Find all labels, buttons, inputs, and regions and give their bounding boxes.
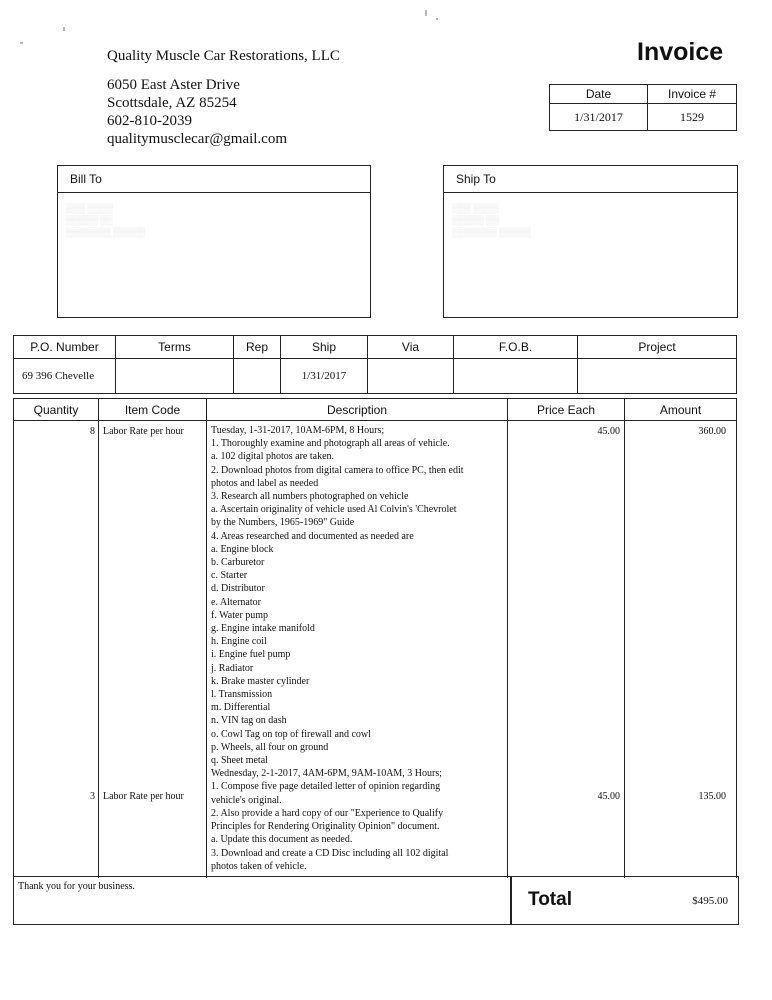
description-line: 2. Also provide a hard copy of our "Experience to Qualify bbox=[211, 807, 444, 819]
amount-header: Amount bbox=[625, 399, 737, 421]
item-price-each: 45.00 bbox=[597, 426, 620, 437]
company-name: Quality Muscle Car Restorations, LLC bbox=[107, 48, 340, 64]
item-quantity: 3 bbox=[90, 791, 95, 802]
rep-value bbox=[234, 359, 281, 394]
project-header: Project bbox=[578, 336, 737, 359]
bill-to-label: Bill To bbox=[58, 166, 370, 193]
description-line: Principles for Rendering Originality Opinion" document. bbox=[211, 821, 440, 833]
redacted-address: ▒▒▒ ▒▒▒▒ ▒▒▒▒▒ ▒▒ ▒▒▒▒▒▒▒ ▒▒▒▒▒ bbox=[66, 203, 145, 237]
description-line: 2. Download photos from digital camera to office PC, then edit bbox=[211, 464, 464, 476]
item-quantity: 8 bbox=[90, 426, 95, 437]
fob-value bbox=[454, 359, 578, 394]
address-city: Scottsdale, AZ 85254 bbox=[107, 95, 237, 111]
scan-speck bbox=[436, 18, 438, 20]
description-line: 3. Download and create a CD Disc including all 102 digital bbox=[211, 847, 449, 859]
po-number-header: P.O. Number bbox=[14, 336, 116, 359]
description-line: a. Ascertain originality of vehicle used Al Colvin's 'Chevrolet bbox=[211, 504, 457, 516]
item-amount: 360.00 bbox=[698, 426, 726, 437]
description-line: e. Alternator bbox=[211, 596, 261, 608]
invoice-date: 1/31/2017 bbox=[550, 104, 648, 131]
description-line: a. Update this document as needed. bbox=[211, 834, 353, 846]
po-number-value: 69 396 Chevelle bbox=[14, 359, 116, 394]
description-line: vehicle's original. bbox=[211, 794, 282, 806]
description-line: Wednesday, 2-1-2017, 4AM-6PM, 9AM-10AM, 3 Hours; bbox=[211, 768, 443, 780]
description-line: j. Radiator bbox=[211, 662, 254, 674]
total-label: Total bbox=[528, 889, 572, 910]
fob-header: F.O.B. bbox=[454, 336, 578, 359]
scan-speck bbox=[425, 10, 427, 16]
item-description bbox=[211, 424, 507, 767]
description-line: o. Cowl Tag on top of firewall and cowl bbox=[211, 728, 371, 740]
scan-speck bbox=[63, 27, 65, 31]
order-info-table bbox=[13, 335, 737, 394]
line-items-table bbox=[13, 398, 737, 878]
description-line: i. Engine fuel pump bbox=[211, 649, 291, 661]
footer-message-box bbox=[13, 876, 511, 925]
total-amount: $495.00 bbox=[692, 895, 728, 907]
description-line: q. Sheet metal bbox=[211, 755, 268, 767]
description-column bbox=[207, 421, 508, 879]
date-header: Date bbox=[550, 85, 648, 104]
bill-to-box bbox=[57, 165, 371, 318]
description-line: by the Numbers, 1965-1969" Guide bbox=[211, 517, 355, 529]
item-description bbox=[211, 767, 507, 873]
item-code: Labor Rate per hour bbox=[103, 426, 184, 437]
price-each-header: Price Each bbox=[508, 399, 625, 421]
description-line: photos taken of vehicle. bbox=[211, 860, 307, 872]
description-line: p. Wheels, all four on ground bbox=[211, 741, 329, 753]
description-line: a. 102 digital photos are taken. bbox=[211, 451, 335, 463]
description-line: k. Brake master cylinder bbox=[211, 675, 310, 687]
description-line: h. Engine coil bbox=[211, 636, 267, 648]
address-street: 6050 East Aster Drive bbox=[107, 77, 240, 93]
redacted-address: ▒▒▒ ▒▒▒▒ ▒▒▒▒▒ ▒▒ ▒▒▒▒▒▒▒ ▒▒▒▒▒ bbox=[452, 203, 531, 237]
description-line: photos and label as needed bbox=[211, 477, 319, 489]
via-header: Via bbox=[368, 336, 454, 359]
invoice-number-header: Invoice # bbox=[648, 85, 737, 104]
description-line: m. Differential bbox=[211, 702, 271, 714]
description-line: 1. Compose five page detailed letter of opinion regarding bbox=[211, 781, 441, 793]
description-line: n. VIN tag on dash bbox=[211, 715, 287, 727]
project-value bbox=[578, 359, 737, 394]
ship-value: 1/31/2017 bbox=[281, 359, 368, 394]
thank-you-note: Thank you for your business. bbox=[18, 881, 135, 892]
description-line: b. Carburetor bbox=[211, 557, 265, 569]
description-line: a. Engine block bbox=[211, 543, 274, 555]
scan-speck bbox=[20, 42, 23, 44]
item-code: Labor Rate per hour bbox=[103, 791, 184, 802]
description-header: Description bbox=[207, 399, 508, 421]
description-line: 4. Areas researched and documented as needed are bbox=[211, 530, 414, 542]
description-line: 3. Research all numbers photographed on vehicle bbox=[211, 491, 409, 503]
ship-to-box bbox=[443, 165, 738, 318]
total-box bbox=[511, 876, 739, 925]
company-email: qualitymusclecar@gmail.com bbox=[107, 131, 288, 147]
price-each-column bbox=[508, 421, 625, 879]
description-line: c. Starter bbox=[211, 570, 248, 582]
item-code-header: Item Code bbox=[99, 399, 207, 421]
description-line: d. Distributor bbox=[211, 583, 265, 595]
invoice-title: Invoice bbox=[637, 38, 724, 66]
terms-value bbox=[116, 359, 234, 394]
company-phone: 602-810-2039 bbox=[107, 113, 192, 129]
amount-column bbox=[625, 421, 737, 879]
ship-header: Ship bbox=[281, 336, 368, 359]
terms-header: Terms bbox=[116, 336, 234, 359]
description-line: l. Transmission bbox=[211, 689, 273, 701]
quantity-header: Quantity bbox=[14, 399, 99, 421]
description-line: 1. Thoroughly examine and photograph all areas of vehicle. bbox=[211, 438, 450, 450]
item-amount: 135.00 bbox=[698, 791, 726, 802]
description-line: g. Engine intake manifold bbox=[211, 623, 315, 635]
description-line: Tuesday, 1-31-2017, 10AM-6PM, 8 Hours; bbox=[211, 425, 385, 436]
invoice-meta-table bbox=[549, 84, 737, 131]
company-address bbox=[107, 76, 287, 148]
item-code-column bbox=[99, 421, 207, 879]
rep-header: Rep bbox=[234, 336, 281, 359]
invoice-number: 1529 bbox=[648, 104, 737, 131]
ship-to-label: Ship To bbox=[444, 166, 737, 193]
via-value bbox=[368, 359, 454, 394]
quantity-column bbox=[14, 421, 99, 879]
description-line: f. Water pump bbox=[211, 609, 269, 621]
item-price-each: 45.00 bbox=[597, 791, 620, 802]
